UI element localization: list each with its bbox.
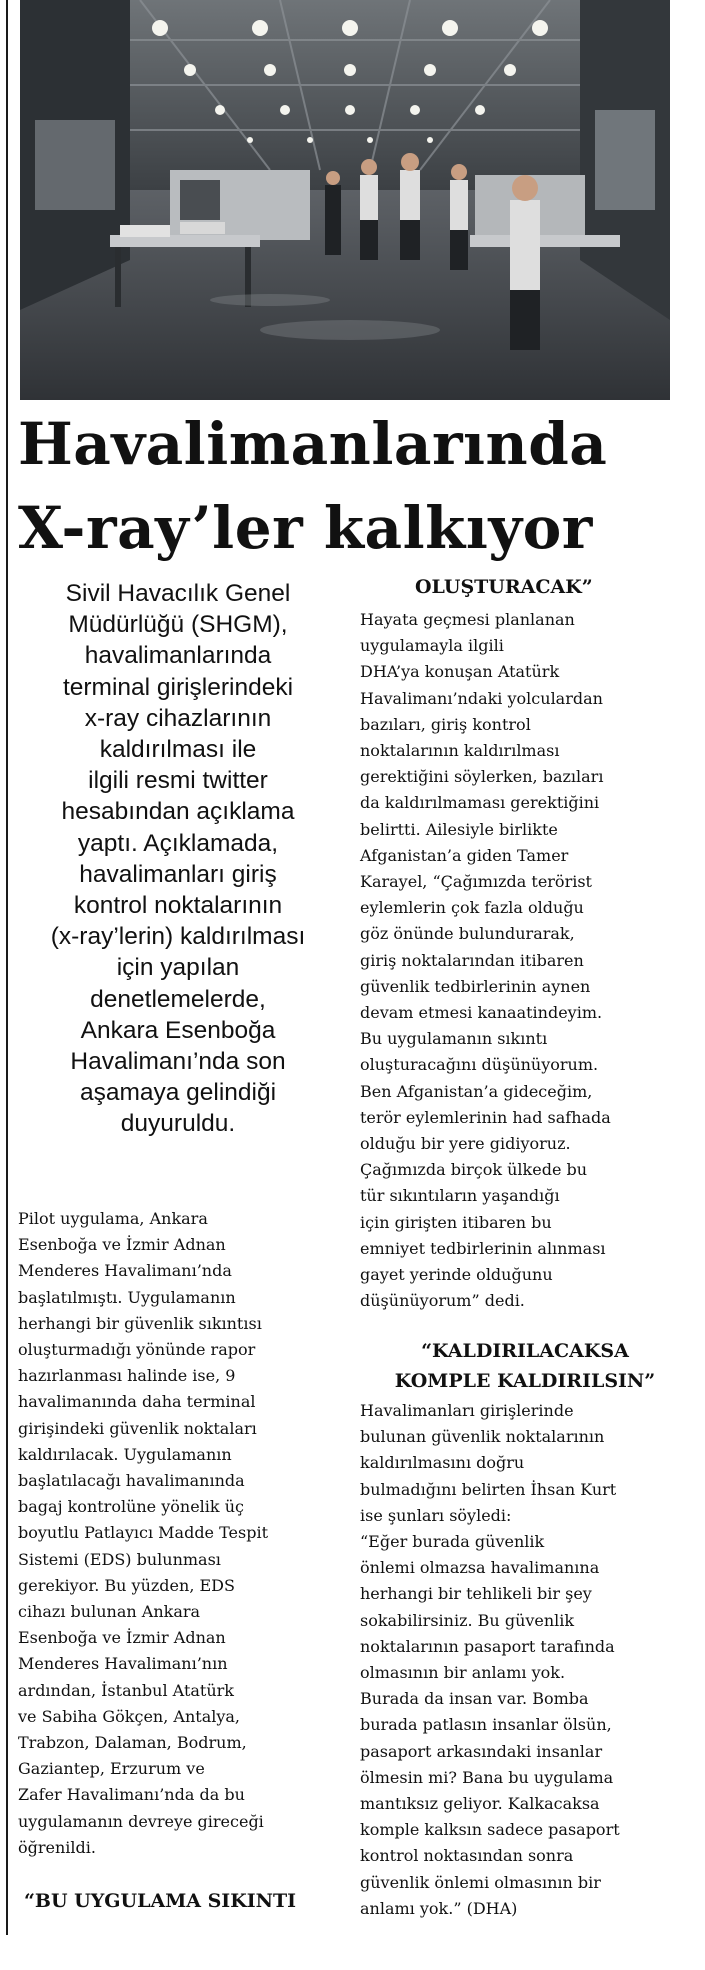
body-line: oluşturmadığı yönünde rapor: [18, 1340, 256, 1360]
body-line: anlamı yok.” (DHA): [360, 1898, 518, 1918]
body-line: gayet yerinde olduğunu: [360, 1265, 553, 1285]
body-line: da kaldırılmaması gerektiğini: [360, 793, 600, 813]
headline-line-1: Havalimanlarında: [18, 410, 608, 478]
body-line: Karayel, “Çağımızda terörist: [360, 872, 592, 892]
body-line: Menderes Havalimanı’nın: [18, 1654, 228, 1674]
subheading-2-line-1: “KALDIRILACAKSA: [421, 1340, 629, 1362]
body-line: gerektiğini söylerken, bazıları: [360, 767, 604, 787]
body-line: bazıları, giriş kontrol: [360, 714, 531, 734]
body-line: Hayata geçmesi planlanan: [360, 610, 575, 629]
body-line: Gaziantep, Erzurum ve: [18, 1759, 205, 1779]
body-line: önlemi olmazsa havalimanına: [360, 1558, 600, 1578]
body-line: girişindeki güvenlik noktaları: [18, 1418, 257, 1438]
body-line: düşünüyorum” dedi.: [360, 1291, 525, 1311]
body-line: pasaport arkasındaki insanlar: [360, 1741, 603, 1761]
lead-line: havalimanları giriş: [79, 860, 277, 888]
body-line: belirtti. Ailesiyle birlikte: [360, 819, 558, 839]
body-line: devam etmesi kanaatindeyim.: [360, 1003, 603, 1023]
lead-line: hesabından açıklama: [61, 798, 295, 826]
body-line: eylemlerin çok fazla olduğu: [360, 898, 584, 918]
airport-terminal-photo: [20, 0, 670, 400]
body-line: komple kalksın sadece pasaport: [360, 1820, 620, 1840]
body-line: güvenlik tedbirlerinin aynen: [360, 976, 591, 996]
body-line: olduğu bir yere gidiyoruz.: [360, 1134, 571, 1154]
lead-line: ilgili resmi twitter: [88, 767, 268, 795]
body-line: terör eylemlerinin had safhada: [360, 1107, 611, 1127]
body-line: boyutlu Patlayıcı Madde Tespit: [18, 1523, 269, 1543]
body-line: Menderes Havalimanı’nda: [18, 1261, 232, 1281]
lead-line: kaldırılması ile: [99, 736, 257, 764]
left-body-column: [18, 1206, 338, 1861]
body-line: sokabilirsiniz. Bu güvenlik: [360, 1610, 575, 1630]
body-line: kontrol noktasından sonra: [360, 1846, 574, 1866]
body-line: havalimanında daha terminal: [18, 1392, 256, 1412]
right-body-column-2: [360, 1398, 690, 1922]
lead-line: kontrol noktalarının: [73, 892, 283, 920]
body-line: Pilot uygulama, Ankara: [18, 1209, 208, 1228]
body-line: herhangi bir güvenlik sıkıntısı: [18, 1313, 262, 1333]
body-line: için girişten itibaren bu: [360, 1212, 552, 1232]
body-line: herhangi bir tehlikeli bir şey: [360, 1584, 592, 1604]
body-line: Ben Afganistan’a gideceğim,: [360, 1081, 593, 1101]
lead-line: (x-ray’lerin) kaldırılması: [50, 923, 306, 951]
body-line: olmasının bir anlamı yok.: [360, 1663, 566, 1683]
body-line: Afganistan’a giden Tamer: [360, 845, 569, 865]
body-line: göz önünde bulundurarak,: [360, 924, 575, 944]
subheading-2-line-2: KOMPLE KALDIRILSIN”: [394, 1370, 656, 1392]
body-line: cihazı bulunan Ankara: [18, 1602, 201, 1622]
body-line: oluşturacağını düşünüyorum.: [360, 1055, 599, 1075]
body-line: uygulamanın devreye gireceği: [18, 1811, 264, 1831]
body-line: Esenboğa ve İzmir Adnan: [18, 1235, 226, 1255]
body-line: Havalimanı’ndaki yolculardan: [360, 688, 603, 708]
body-line: Çağımızda birçok ülkede bu: [360, 1160, 588, 1180]
body-line: DHA’ya konuşan Atatürk: [360, 662, 560, 682]
lead-line: duyuruldu.: [120, 1110, 236, 1138]
lead-line: yaptı. Açıklamada,: [77, 829, 279, 857]
body-line: mantıksız geliyor. Kalkacaksa: [360, 1794, 600, 1814]
lead-paragraph: [18, 578, 338, 1140]
body-line: emniyet tedbirlerinin alınması: [360, 1238, 606, 1258]
lead-line: terminal girişlerindeki: [62, 673, 294, 701]
lead-line: Müdürlüğü (SHGM),: [68, 611, 288, 639]
lead-line: havalimanlarında: [84, 642, 272, 670]
headline-line-2: X-ray’ler kalkıyor: [18, 494, 593, 562]
subheading-2: [360, 1336, 690, 1396]
body-line: “Eğer burada güvenlik: [360, 1532, 545, 1552]
body-line: ardından, İstanbul Atatürk: [18, 1680, 234, 1700]
body-line: burada patlasın insanlar ölsün,: [360, 1715, 612, 1735]
body-line: noktalarının pasaport tarafında: [360, 1636, 615, 1656]
body-line: Sistemi (EDS) bulunması: [18, 1549, 221, 1569]
body-line: uygulamayla ilgili: [360, 636, 504, 656]
body-line: Zafer Havalimanı’nda da bu: [18, 1785, 245, 1805]
subheading-1-start: “BU UYGULAMA SIKINTI: [24, 1890, 296, 1912]
body-line: kaldırılacak. Uygulamanın: [18, 1444, 232, 1464]
lead-line: aşamaya gelindiği: [79, 1079, 277, 1107]
column-rule: [6, 0, 8, 1935]
body-line: Havalimanları girişlerinde: [360, 1401, 574, 1420]
lead-line: için yapılan: [116, 954, 240, 982]
body-line: güvenlik önlemi olmasının bir: [360, 1872, 601, 1892]
lead-line: denetlemelerde,: [90, 985, 266, 1013]
body-line: bagaj kontrolüne yönelik üç: [18, 1497, 244, 1517]
body-line: Trabzon, Dalaman, Bodrum,: [18, 1733, 247, 1753]
lead-line: Sivil Havacılık Genel: [65, 580, 291, 607]
lead-line: Havalimanı’nda son: [70, 1048, 286, 1076]
body-line: ise şunları söyledi:: [360, 1505, 512, 1525]
body-line: başlatılacağı havalimanında: [18, 1471, 245, 1491]
body-line: ve Sabiha Gökçen, Antalya,: [18, 1706, 241, 1726]
subheading-1-end: OLUŞTURACAK”: [415, 576, 593, 598]
body-line: başlatılmıştı. Uygulamanın: [18, 1287, 236, 1307]
body-line: Bu uygulamanın sıkıntı: [360, 1029, 548, 1049]
body-line: giriş noktalarından itibaren: [360, 950, 584, 970]
body-line: ölmesin mi? Bana bu uygulama: [360, 1767, 614, 1787]
body-line: bulmadığını belirten İhsan Kurt: [360, 1479, 617, 1499]
body-line: öğrenildi.: [18, 1837, 96, 1857]
lead-line: Ankara Esenboğa: [80, 1016, 276, 1044]
body-line: kaldırılmasını doğru: [360, 1453, 525, 1473]
body-line: hazırlanması halinde ise, 9: [18, 1366, 236, 1386]
body-line: Burada da insan var. Bomba: [360, 1689, 589, 1709]
headline: [18, 402, 698, 570]
body-line: tür sıkıntıların yaşandığı: [360, 1186, 560, 1206]
body-line: gerekiyor. Bu yüzden, EDS: [18, 1575, 235, 1595]
photo-illustration: [20, 0, 670, 400]
body-line: bulunan güvenlik noktalarının: [360, 1427, 605, 1447]
body-line: Esenboğa ve İzmir Adnan: [18, 1628, 226, 1648]
lead-line: x-ray cihazlarının: [84, 704, 272, 732]
body-line: noktalarının kaldırılması: [360, 741, 560, 761]
right-body-column: [360, 607, 690, 1314]
